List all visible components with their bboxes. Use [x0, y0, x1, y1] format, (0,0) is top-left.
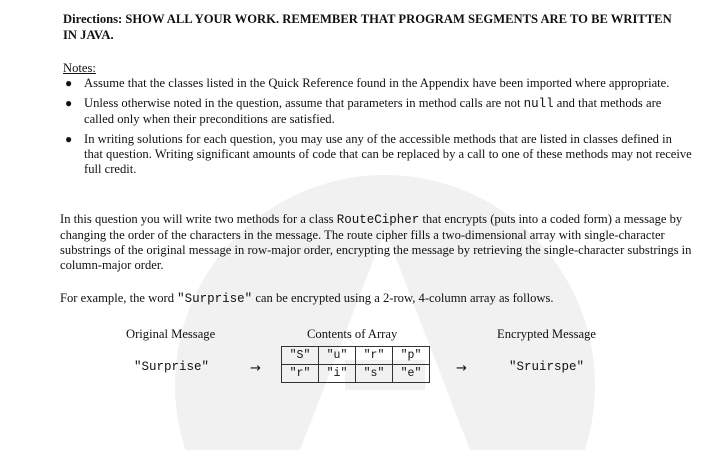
intro-text: In this question you will write two methods for a class: [60, 212, 337, 226]
code-null: null: [523, 97, 554, 111]
array-cell: "u": [319, 347, 356, 365]
original-message-value: "Surprise": [134, 360, 210, 374]
example-text: For example, the word: [60, 291, 178, 305]
note-item: [63, 76, 693, 91]
notes-list: [63, 76, 693, 182]
directions-heading: Directions: SHOW ALL YOUR WORK. REMEMBER THAT PROGRAM SEGMENTS ARE TO BE WRITTEN IN JAVA.: [63, 12, 672, 42]
array-cell: "S": [282, 347, 319, 365]
bullet-icon: ●: [65, 96, 73, 110]
example-paragraph: [60, 291, 695, 307]
original-message-header: Original Message: [126, 327, 216, 341]
example-text: can be encrypted using a 2-row, 4-column array as follows.: [252, 291, 554, 305]
intro-text: that encrypts (puts into a coded form) a message by changing the order of the characters in the message. The route cipher fills a two-dimensional array with single-character substrings of the original message in row-major order, encrypting the message by retrieving the single-character substrings in column-major order.: [60, 212, 692, 272]
note-text: and that methods are called only when their preconditions are satisfied.: [84, 96, 662, 126]
array-cell: "i": [319, 365, 356, 383]
notes-label: Notes:: [63, 61, 96, 75]
note-text: Unless otherwise noted in the question, assume that parameters in method calls are not: [84, 96, 524, 110]
array-cell: "r": [282, 365, 319, 383]
right-arrow-icon: →: [250, 361, 261, 376]
encrypted-message-header: Encrypted Message: [497, 327, 596, 341]
contents-of-array-header: Contents of Array: [307, 327, 398, 341]
bullet-icon: ●: [65, 132, 73, 146]
note-text: In writing solutions for each question, you may use any of the accessible methods that are listed in classes defined in that question. Writing significant amounts of code that can be replaced by a call to one of these methods may not receive full credit.: [84, 132, 692, 176]
code-surprise: "Surprise": [177, 292, 253, 306]
array-table-wrapper: [281, 346, 430, 383]
table-row: [282, 347, 430, 365]
code-routecipher: RouteCipher: [336, 213, 420, 227]
intro-paragraph: [60, 212, 695, 273]
table-row: [282, 365, 430, 383]
array-cell: "p": [393, 347, 430, 365]
note-item: [63, 132, 693, 177]
note-text: Assume that the classes listed in the Quick Reference found in the Appendix have been imported where appropriate.: [84, 76, 670, 90]
encrypted-message-value: "Sruirspe": [509, 360, 585, 374]
bullet-icon: ●: [65, 76, 73, 90]
right-arrow-icon: →: [456, 361, 467, 376]
array-cell: "s": [356, 365, 393, 383]
array-cell: "e": [393, 365, 430, 383]
array-cell: "r": [356, 347, 393, 365]
note-item: [63, 96, 693, 127]
cipher-array-table: [281, 346, 430, 383]
